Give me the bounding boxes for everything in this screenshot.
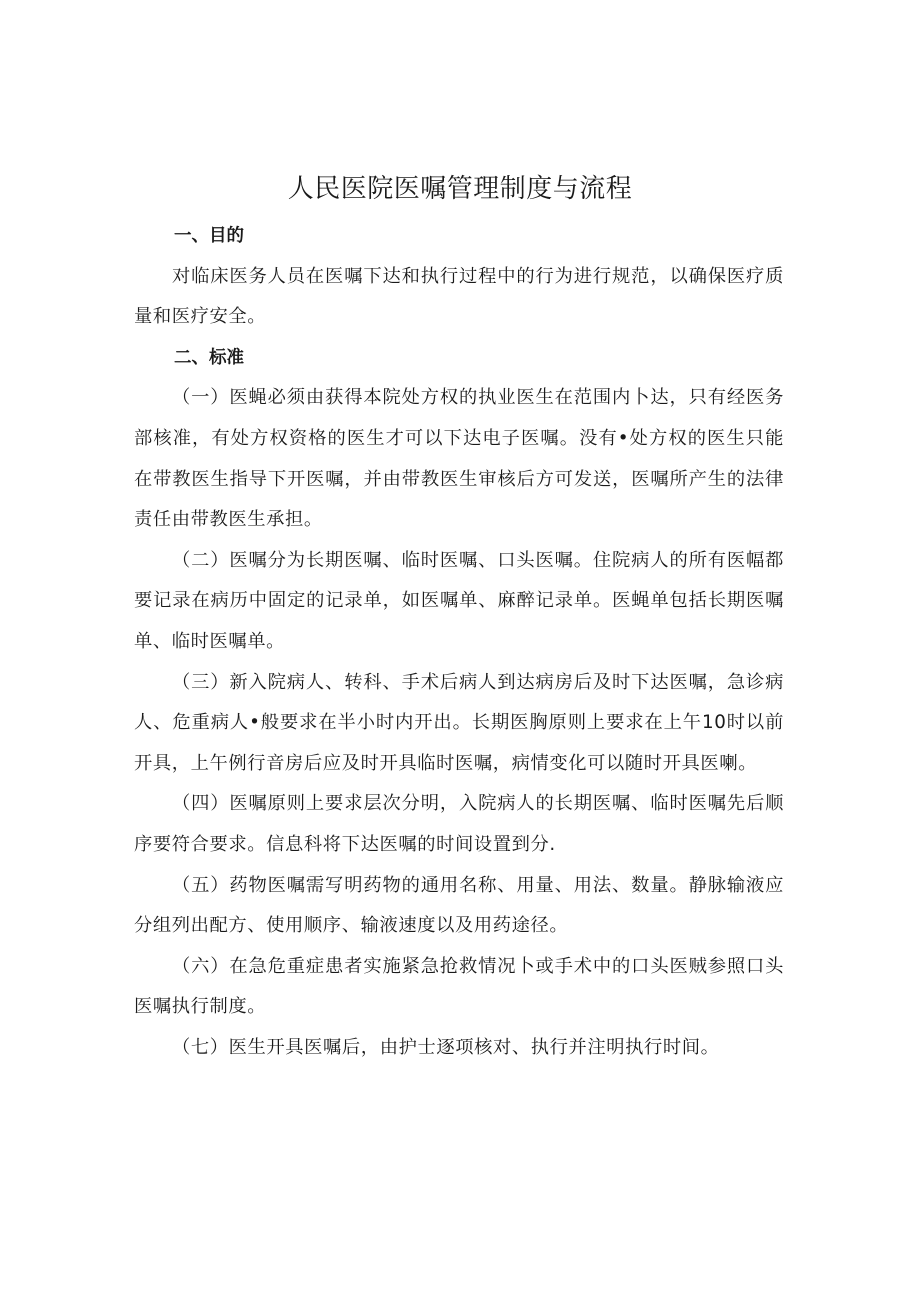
paragraph-standard-6: （六）在急危重症患者实施紧急抢救情况卜或手术中的口头医贼参照口头医嘱执行制度。 bbox=[134, 955, 784, 1018]
section-heading-purpose: 一、目的 bbox=[174, 226, 244, 246]
document-body bbox=[134, 216, 784, 1068]
paragraph-standard-7: （七）医生开具医嘱后，由护士逐项核对、执行并注明执行时间。 bbox=[172, 1036, 720, 1058]
page-title: 人民医院医嘱管理制度与流程 bbox=[287, 174, 633, 204]
paragraph-purpose: 对临床医务人员在医嘱下达和执行过程中的行为进行规范，以确保医疗质量和医疗安全。 bbox=[134, 265, 784, 328]
paragraph-standard-5: （五）药物医嘱需写明药物的通用名称、用量、用法、数量。静脉输液应分组列出配方、使用顺序、输液速度以及用药途径。 bbox=[134, 874, 784, 937]
paragraph-standard-1: （一）医蝇必须由获得本院处方权的执业医生在范围内卜达，只有经医务部核准，有处方权资格的医生才可以下达电子医嘱。没有•处方权的医生只能在带教医生指导下开医嘱，并由带教医生审核后方可发送，医嘱所产生的法律责任由带教医生承担。 bbox=[134, 387, 784, 531]
paragraph-standard-2: （二）医嘱分为长期医嘱、临时医嘱、口头医嘱。住院病人的所有医幅都要记录在病历中固定的记录单，如医嘱单、麻醉记录单。医蝇单包括长期医嘱单、临时医嘱单。 bbox=[134, 549, 784, 652]
section-heading-standard: 二、标准 bbox=[174, 347, 244, 368]
paragraph-standard-3: （三）新入院病人、转科、手术后病人到达病房后及时下达医嘱，急诊病人、危重病人•般要求在半小时内开出。长期医胸原则上要求在上午10时以前开具，上午例行音房后应及时开具临时医嘱，病情变化可以随时开具医喇。 bbox=[134, 671, 784, 774]
paragraph-standard-4: （四）医嘱原则上要求层次分明，入院病人的长期医嘱、临时医嘱先后顺序要符合要求。信息科将下达医嘱的时间设置到分. bbox=[134, 793, 784, 855]
